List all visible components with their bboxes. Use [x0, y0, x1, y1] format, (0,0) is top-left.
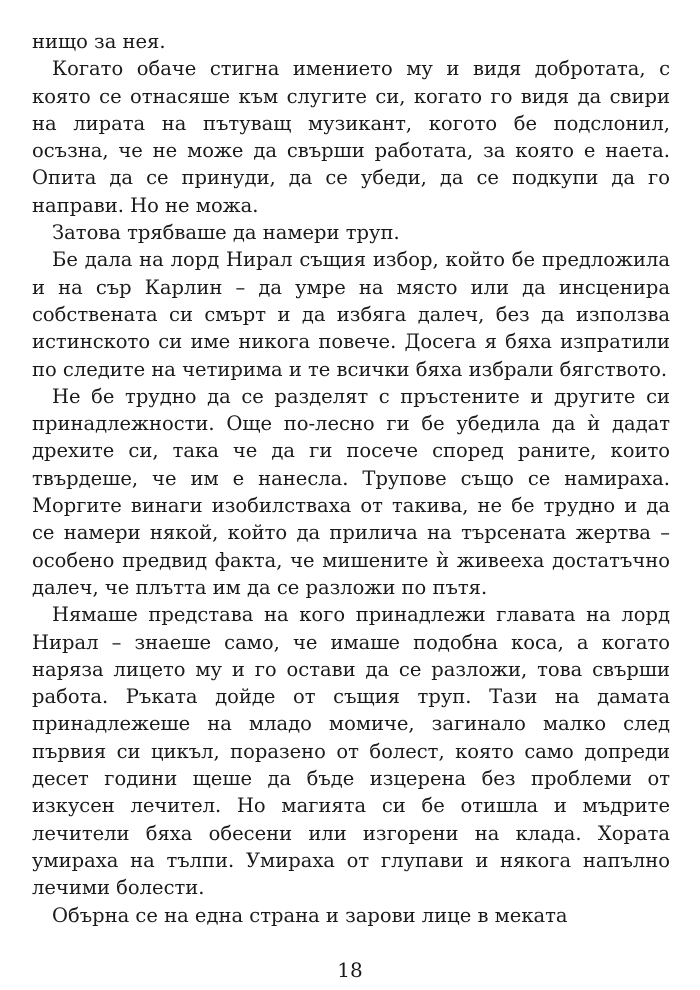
- paragraph-choice: Бе дала на лорд Нирал същия избор, който бе предложила и на сър Карлин – да умре на място или да инсценира собствената си смърт и да избяга далеч, без да използва истинското си име никога повече. Досега я бяха изпратили по следите на четирима и те всички бяха избрали бягството.: [32, 248, 670, 381]
- paragraph-estate-kindness: Когато обаче стигна имението му и видя добротата, с която се отнасяше към слугите си, когато го видя да свири на лирата на пътуващ музикант, когото бе подслонил, осъзна, че не може да свърши работата, за която е наета. Опита да се принуди, да се убеди, да се подкупи да го направи. Но не можа.: [32, 57, 670, 217]
- page-body: [32, 28, 670, 928]
- paragraph-continuation: нищо за нея.: [32, 30, 166, 53]
- paragraph-belongings: Не бе трудно да се разделят с пръстените и другите си принадлежности. Още по-лесно ги бе убедила да ѝ дадат дрехите си, така че да ги посече според раните, които твърдеше, че им е нанесла. Трупове също се намираха. Моргите винаги изобилстваха от такива, не бе трудно и да се намери някой, който да прилича на търсената жертва – особено предвид факта, че мишените ѝ живееха достатъчно далеч, че плътта им да се разложи по пътя.: [32, 384, 670, 599]
- paragraph-find-corpse: Затова трябваше да намери труп.: [52, 221, 400, 245]
- paragraph-turned-over: Обърна се на една страна и зарови лице в меката: [52, 903, 568, 927]
- paragraph-head-origin: Нямаше представа на кого принадлежи главата на лорд Нирал – знаеше само, че имаше подобна коса, а когато наряза лицето му и го остави да се разложи, това свърши работа. Ръката дойде от същия труп. Тази на дамата принадлежеше на младо момиче, загинало малко след първия си цикъл, поразено от болест, която само допреди десет години щеше да бъде изцерена без проблеми от изкусен лечител. Но магията си бе отишла и мъдрите лечители бяха обесени или изгорени на клада. Хората умираха на тълпи. Умираха от глупави и някога напълно лечими болести.: [32, 603, 670, 900]
- page-number: 18: [337, 958, 363, 982]
